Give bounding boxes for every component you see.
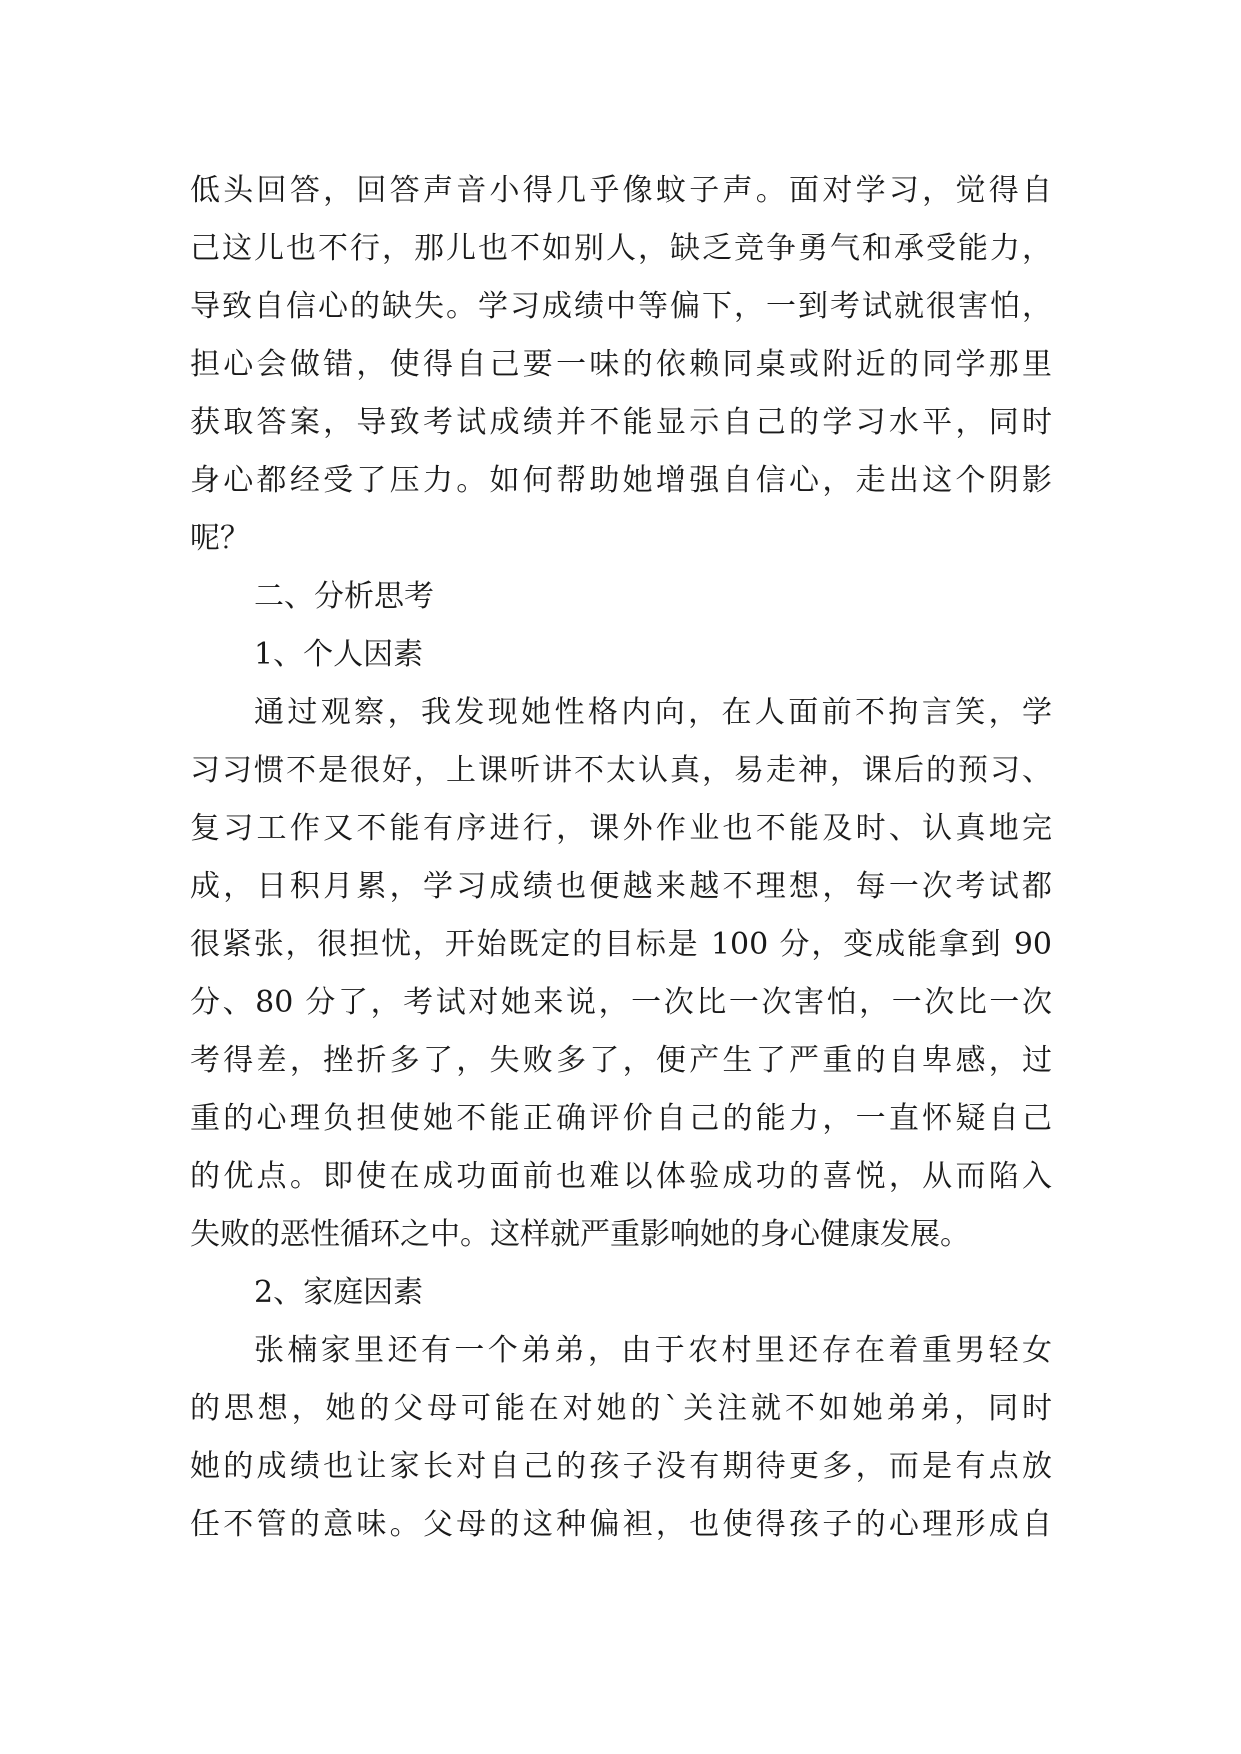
text-line: 她的成绩也让家长对自己的孩子没有期待更多，而是有点放	[190, 1449, 1052, 1484]
text-line: 的优点。即使在成功面前也难以体验成功的喜悦，从而陷入	[190, 1159, 1052, 1194]
text-line: 的思想，她的父母可能在对她的`关注就不如她弟弟，同时	[190, 1391, 1052, 1426]
document-body	[190, 162, 1052, 1554]
text-line: 呢？	[190, 521, 250, 556]
text-line: 身心都经受了压力。如何帮助她增强自信心，走出这个阴影	[190, 463, 1052, 498]
section-heading: 二、分析思考	[254, 579, 434, 614]
text-line: 获取答案，导致考试成绩并不能显示自己的学习水平，同时	[190, 405, 1052, 440]
text-line: 分、80 分了，考试对她来说，一次比一次害怕，一次比一次	[190, 985, 1052, 1020]
subsection-heading: 2、家庭因素	[254, 1275, 424, 1310]
text-line: 担心会做错，使得自己要一味的依赖同桌或附近的同学那里	[190, 347, 1052, 382]
text-line: 很紧张，很担忧，开始既定的目标是 100 分，变成能拿到 90	[190, 927, 1052, 962]
text-line: 复习工作又不能有序进行，课外作业也不能及时、认真地完	[190, 811, 1052, 846]
paragraph	[190, 684, 1052, 1264]
text-line: 低头回答，回答声音小得几乎像蚊子声。面对学习，觉得自	[190, 173, 1052, 208]
text-line: 导致自信心的缺失。学习成绩中等偏下，一到考试就很害怕，	[190, 289, 1052, 324]
text-line: 习习惯不是很好，上课听讲不太认真，易走神，课后的预习、	[190, 753, 1052, 788]
text-line: 己这儿也不行，那儿也不如别人，缺乏竞争勇气和承受能力，	[190, 231, 1052, 266]
paragraph	[190, 162, 1052, 568]
text-line: 通过观察，我发现她性格内向，在人面前不拘言笑，学	[254, 695, 1052, 730]
subsection-heading: 1、个人因素	[254, 637, 424, 672]
text-line: 任不管的意味。父母的这种偏袒，也使得孩子的心理形成自	[190, 1507, 1052, 1542]
text-line: 重的心理负担使她不能正确评价自己的能力，一直怀疑自己	[190, 1101, 1052, 1136]
paragraph	[190, 1322, 1052, 1554]
text-line: 张楠家里还有一个弟弟，由于农村里还存在着重男轻女	[254, 1333, 1052, 1368]
text-line: 成，日积月累，学习成绩也便越来越不理想，每一次考试都	[190, 869, 1052, 904]
text-line: 失败的恶性循环之中。这样就严重影响她的身心健康发展。	[190, 1217, 970, 1252]
text-line: 考得差，挫折多了，失败多了，便产生了严重的自卑感，过	[190, 1043, 1052, 1078]
